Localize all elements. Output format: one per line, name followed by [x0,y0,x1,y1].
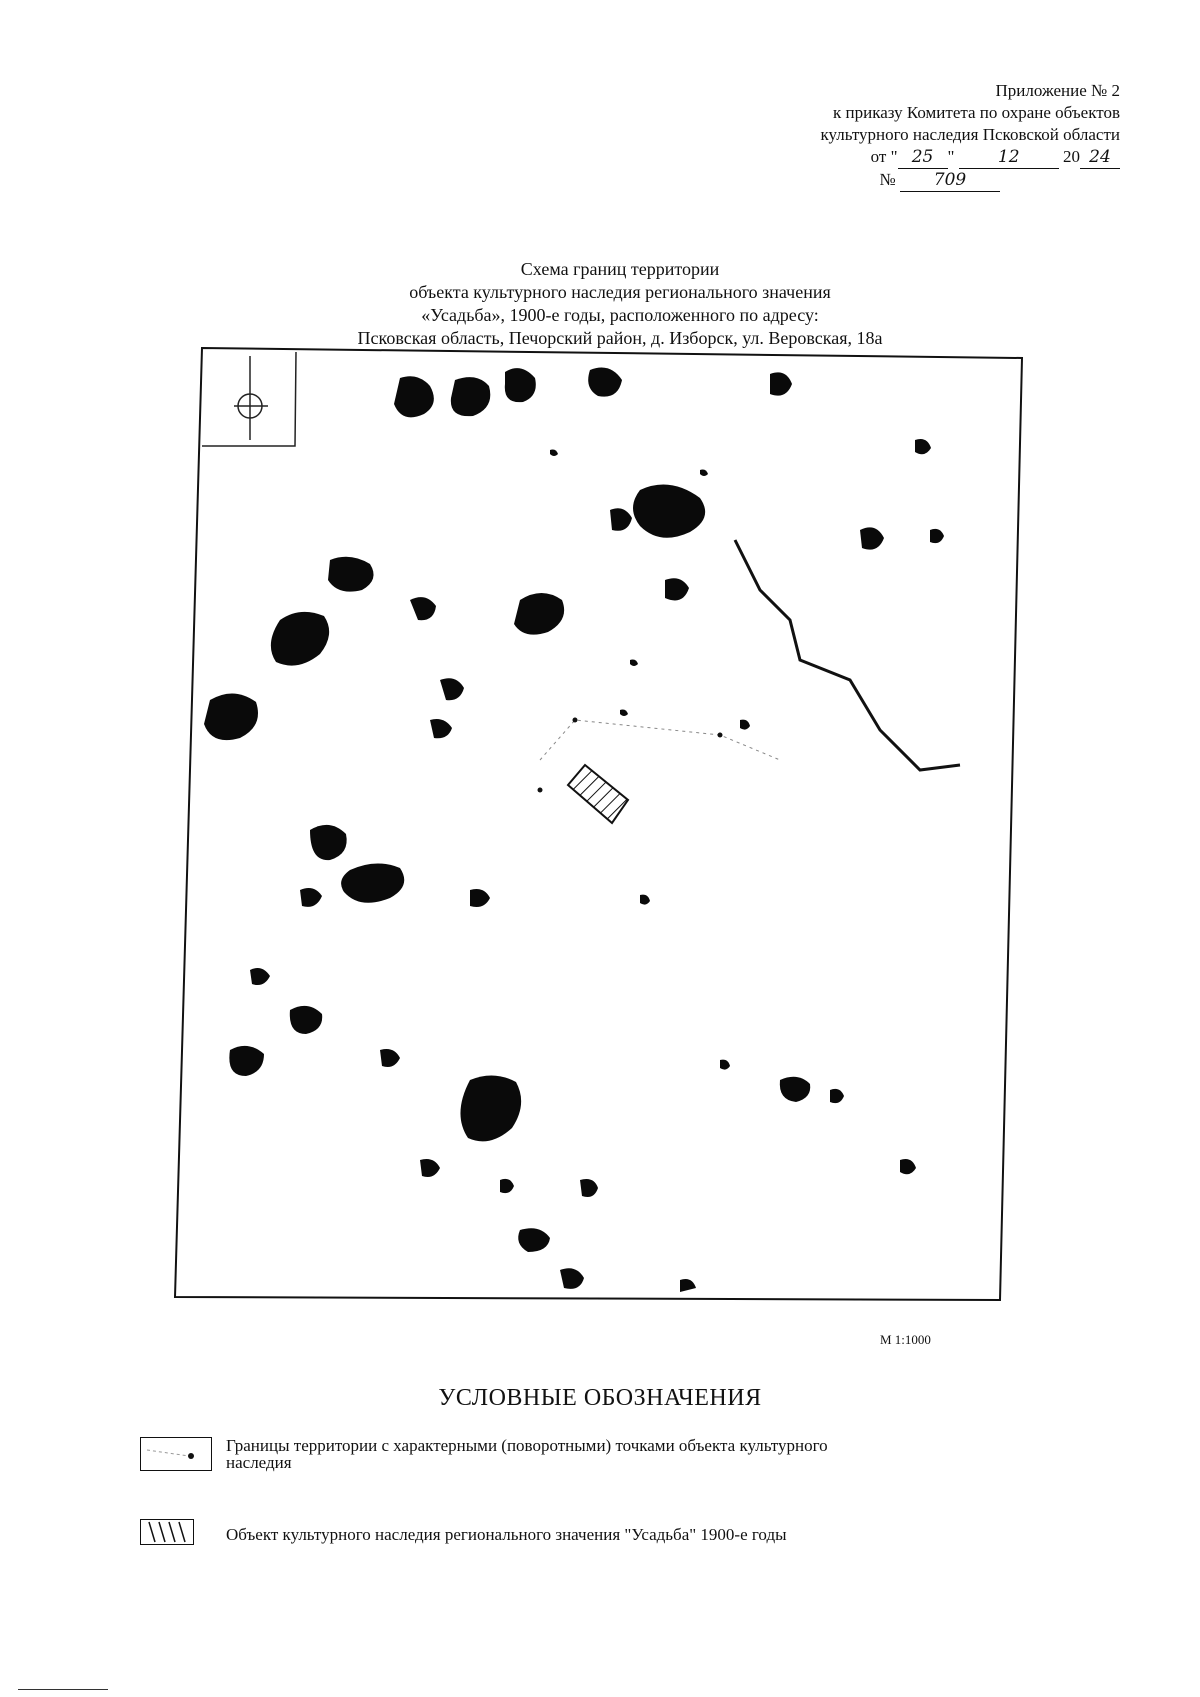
order-year: 24 [1080,146,1120,169]
legend-boundary-line-2: наследия [226,1453,292,1472]
date-prefix: от " [870,147,898,166]
map-scale: М 1:1000 [880,1332,931,1347]
date-quote: " [947,147,955,166]
number-label: № [879,170,896,189]
order-day: 25 [898,146,948,169]
hatched-object-icon [140,1519,194,1545]
footer-divider [18,1689,108,1690]
committee-name: культурного наследия Псковской области [820,125,1120,144]
year-prefix: 20 [1063,147,1080,166]
legend-boundary-text [226,1437,828,1471]
title-line-1: Схема границ территории [520,259,720,279]
legend-boundary-line-1: Границы территории с характерными (поворотными) точками объекта культурного [226,1436,828,1455]
title-line-2: объекта культурного наследия регионального значения [409,282,831,302]
order-month: 12 [959,146,1059,169]
order-reference: к приказу Комитета по охране объектов [833,103,1120,122]
map-frame [175,348,1022,1300]
boundary-points-icon [140,1437,212,1471]
appendix-number: Приложение № 2 [995,81,1120,100]
title-line-4: Псковская область, Печорский район, д. Изборск, ул. Веровская, 18а [357,328,883,348]
title-line-3: «Усадьба», 1900-е годы, расположенного по адресу: [421,305,819,325]
legend-object-text: Объект культурного наследия регионального значения "Усадьба" 1900-е годы [226,1525,787,1544]
order-number: 709 [900,169,1000,192]
legend-title: УСЛОВНЫЕ ОБОЗНАЧЕНИЯ [438,1385,762,1411]
